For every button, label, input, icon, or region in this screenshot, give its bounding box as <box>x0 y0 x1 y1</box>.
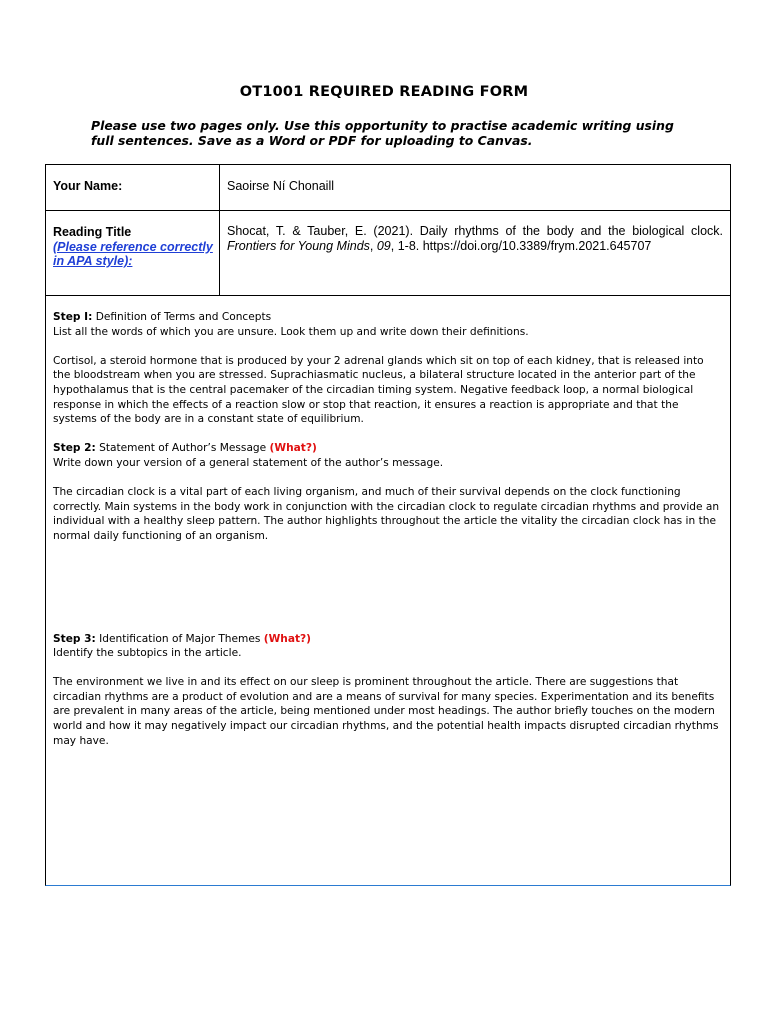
step3-heading <box>53 632 723 647</box>
steps-content <box>53 310 723 748</box>
reference-volume: 09 <box>376 239 391 253</box>
reference-authors: Shocat, T. & Tauber, E. (2021). Daily rhythms of the body and the biological clock. <box>227 224 723 238</box>
steps-row <box>46 296 730 885</box>
reading-title-label: Reading Title <box>53 225 132 239</box>
column-divider <box>219 165 220 210</box>
reference-separator: , <box>369 239 377 253</box>
step1-heading <box>53 310 723 325</box>
reading-reference <box>227 224 723 254</box>
name-value: Saoirse Ní Chonaill <box>227 179 334 193</box>
reference-pages-doi: , 1-8. https://doi.org/10.3389/frym.2021.645707 <box>390 239 652 253</box>
step2-heading-text: Statement of Author’s Message <box>95 442 270 455</box>
column-divider <box>219 211 220 295</box>
step1-heading-text: Definition of Terms and Concepts <box>92 311 272 323</box>
step2-heading <box>53 441 723 456</box>
form-instructions: Please use two pages only. Use this opportunity to practise academic writing using full sentences. Save as a Word or PDF for uploading to Canvas. <box>91 118 674 148</box>
step2-what: (What?) <box>269 442 317 455</box>
step1-answer: Cortisol, a steroid hormone that is produced by your 2 adrenal glands which sit on top of each kidney, that is released into the bloodstream when you are stressed. Suprachiasmatic nucleus, a bilateral structure located in the anterior part of the hypothalamus that is the central pacemaker of the circadian timing system. Negative feedback loop, a normal biological response in which the effects of a reaction slow or stop that reaction, it ensures a reaction is appropriate and that the systems of the body are in a constant state of equilibrium. <box>53 354 704 426</box>
step2-prefix: Step 2: <box>53 442 96 455</box>
step1-prefix: Step I: <box>53 311 93 323</box>
reading-title-row <box>46 211 730 296</box>
form-title: OT1001 REQUIRED READING FORM <box>239 84 529 100</box>
reading-form-table <box>45 164 731 886</box>
step3-prompt: Identify the subtopics in the article. <box>53 647 242 660</box>
step3-what: (What?) <box>263 632 312 645</box>
apa-style-link[interactable]: (Please reference correctly in APA style): <box>53 240 213 268</box>
step2-answer: The circadian clock is a vital part of each living organism, and much of their survival depends on the clock functioning correctly. Main systems in the body work in conjunction with the circadian clock to regulate circadian rhythms and provide an individual with a healthy sleep pattern. The author highlights throughout the article the vitality the circadian clock has in the normal daily functioning of an organism. <box>53 486 720 542</box>
name-label: Your Name: <box>53 179 123 193</box>
step1-prompt: List all the words of which you are unsure. Look them up and write down their definitions. <box>53 325 529 338</box>
step3-answer: The environment we live in and its effect on our sleep is prominent throughout the article. There are suggestions that circadian rhythms are a product of evolution and are a means of survival for many species. Experimentation and its benefits are prevalent in many areas of the article, being mentioned under most headings. The author briefly touches on the modern world and how it may negatively impact our circadian rhythms, and the potential health impacts disrupted circadian rhythms may have. <box>53 676 719 747</box>
step2-prompt: Write down your version of a general statement of the author’s message. <box>53 456 444 469</box>
name-row <box>46 165 730 211</box>
step3-prefix: Step 3: <box>53 632 96 645</box>
reference-journal: Frontiers for Young Minds <box>227 239 370 253</box>
step3-heading-text: Identification of Major Themes <box>95 632 264 645</box>
